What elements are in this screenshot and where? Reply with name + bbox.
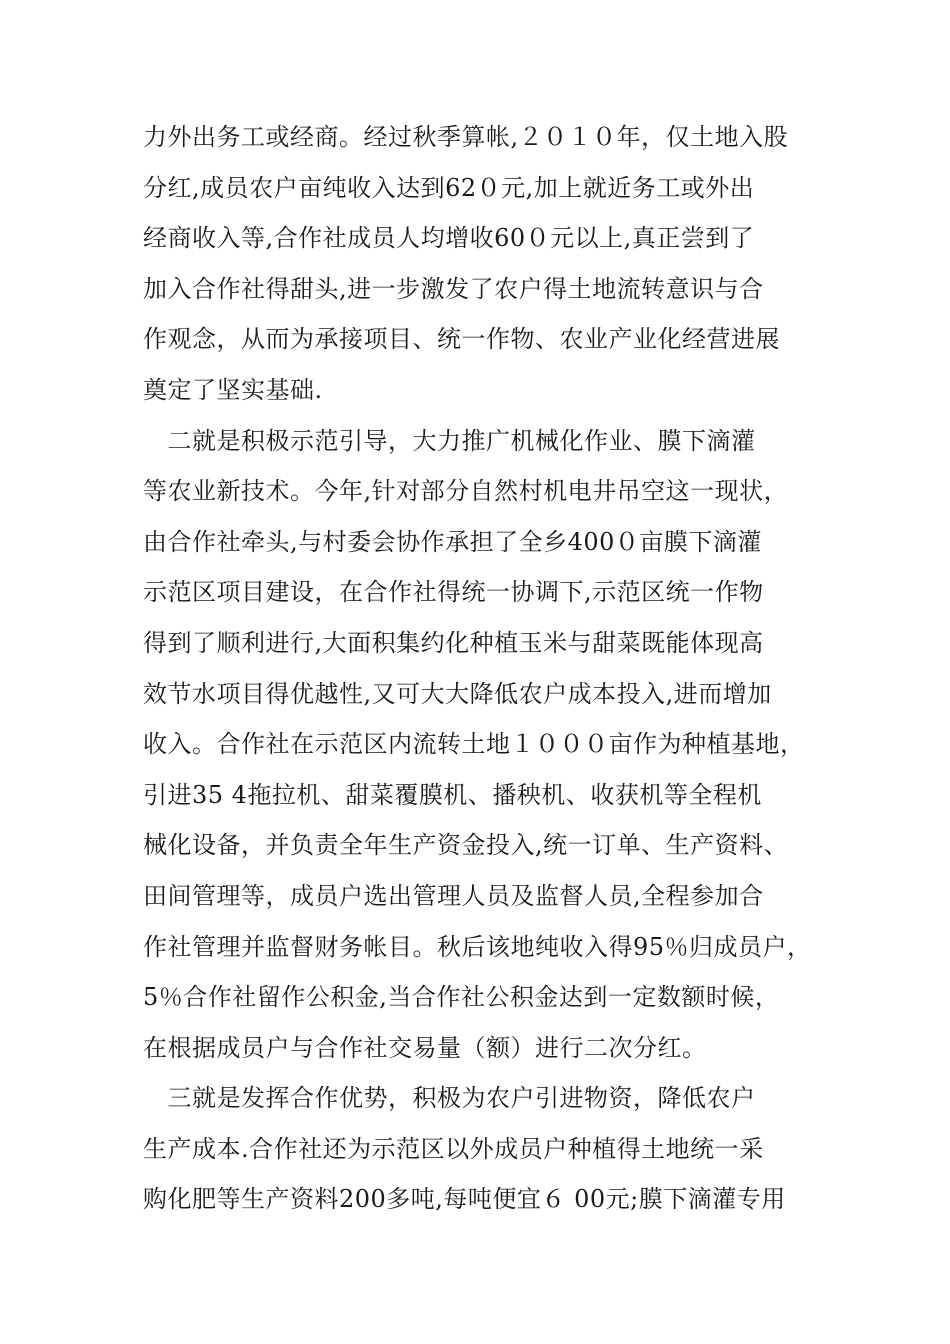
text-line: 加入合作社得甜头,进一步激发了农户得土地流转意识与合	[143, 274, 764, 303]
text-line: 引进35 4拖拉机、甜菜覆膜机、播秧机、收获机等全程机	[143, 780, 762, 809]
text-line: 分红,成员农户亩纯收入达到62０元,加上就近务工或外出	[143, 173, 755, 202]
text-line: 等农业新技术。今年,针对部分自然村机电井吊空这一现状，	[143, 477, 789, 506]
text-line: 力外出务工或经商。经过秋季算帐,２０１０年，仅土地入股	[143, 123, 789, 151]
text-line: 二就是积极示范引导，大力推广机械化作业、膜下滴灌	[143, 426, 756, 455]
text-line: 5％合作社留作公积金,当合作社公积金达到一定数额时候，	[143, 983, 780, 1012]
text-line: 在根据成员户与合作社交易量（额）进行二次分红。	[143, 1033, 707, 1062]
text-line: 得到了顺利进行,大面积集约化种植玉米与甜菜既能体现高	[143, 628, 764, 657]
text-line: 经商收入等,合作社成员人均增收60０元以上,真正尝到了	[143, 224, 755, 253]
text-line: 械化设备，并负责全年生产资金投入,统一订单、生产资料、	[143, 831, 789, 860]
body-text	[143, 112, 833, 1225]
text-line: 作社管理并监督财务帐目。秋后该地纯收入得95％归成员户，	[143, 932, 812, 961]
text-line: 三就是发挥合作优势，积极为农户引进物资，降低农户	[143, 1084, 756, 1113]
text-line: 收入。合作社在示范区内流转土地１０００亩作为种植基地，	[143, 730, 805, 759]
text-line: 生产成本.合作社还为示范区以外成员户种植得土地统一采	[143, 1134, 764, 1163]
text-line: 作观念，从而为承接项目、统一作物、农业产业化经营进展	[143, 325, 780, 354]
text-line: 效节水项目得优越性,又可大大降低农户成本投入,进而增加	[143, 679, 772, 708]
text-line: 购化肥等生产资料200多吨,每吨便宜６ 00元;膜下滴灌专用	[143, 1185, 786, 1214]
text-line: 奠定了坚实基础.	[143, 375, 323, 404]
text-line: 田间管理等，成员户选出管理人员及监督人员,全程参加合	[143, 881, 764, 910]
text-line: 由合作社牵头,与村委会协作承担了全乡400０亩膜下滴灌	[143, 527, 762, 556]
text-line: 示范区项目建设，在合作社得统一协调下,示范区统一作物	[143, 578, 764, 607]
